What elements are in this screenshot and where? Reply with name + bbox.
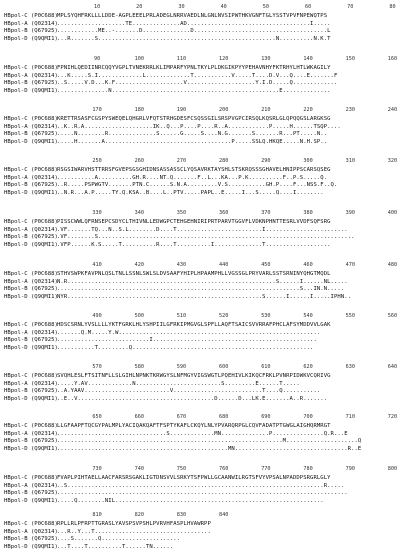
sequence-residues: .....Y.AV.............N.........................S.........E......T..... xyxy=(57,380,300,387)
position-ruler xyxy=(0,210,405,219)
sequence-row xyxy=(0,124,405,131)
sequence-label: HBpol-A (Q02314) xyxy=(4,174,58,181)
position-tick: 730 xyxy=(92,466,102,472)
position-tick: 800 xyxy=(387,466,398,472)
sequence-residues: ..S...........................................................................R..... xyxy=(57,482,345,489)
sequence-label: HBpol-C (P0C688) xyxy=(4,373,58,379)
sequence-row xyxy=(0,88,405,95)
sequence-label: HBpol-D (Q9QMI1) xyxy=(4,35,58,42)
sequence-label: HBpol-C (P0C688) xyxy=(4,423,58,429)
position-tick: 460 xyxy=(303,262,313,268)
sequence-label: HBpol-D (Q9QMI1) xyxy=(4,344,58,351)
sequence-row xyxy=(0,227,405,234)
position-tick: 700 xyxy=(303,414,313,420)
position-tick: 170 xyxy=(92,107,102,113)
sequence-label: HBpol-A (Q02314) xyxy=(4,72,58,79)
sequence-residues: SVQHLESLFTSITNFLLSLGIHLNPNKTKRWGYSLNFMGYVIGSWGTLPQEHIVLKIKQCFRKLPVNRPIDWKVCQRIVG xyxy=(57,373,331,379)
position-tick: 490 xyxy=(92,313,102,319)
sequence-residues: ..................................................................................... xyxy=(57,490,348,497)
sequence-residues: .VF.......TQ...N..S.L........D....T.........................I........................ xyxy=(57,226,348,233)
sequence-label: HBpol-D (Q9QMI1) xyxy=(4,138,58,145)
sequence-row xyxy=(0,498,405,505)
alignment-block xyxy=(0,512,405,556)
sequence-residues: ..................................................................M.....................Q xyxy=(57,438,362,445)
sequence-row xyxy=(0,423,405,430)
sequence-row xyxy=(0,286,405,293)
position-tick: 190 xyxy=(176,107,187,113)
position-tick: 520 xyxy=(219,313,229,319)
sequence-label: HBpol-A (Q02314) xyxy=(4,123,58,130)
position-tick: 570 xyxy=(92,364,102,370)
position-ruler xyxy=(0,512,405,521)
sequence-residues: .......................................................................S...IN.N..... xyxy=(57,286,345,293)
sequence-row xyxy=(0,345,405,352)
sequence-residues: ...R..Y...T.................................. xyxy=(57,528,211,535)
sequence-row xyxy=(0,521,405,528)
sequence-residues: ..N.R...A.P.....TY.Q.KSA..B....L..PTV.....PAPL..E.....I...S.....Q....I........ xyxy=(57,189,324,196)
sequence-residues: PISSCWWLQFRNSEPCSDYCLTHIVNLLEDWGPCTEHGEHNIRIPRTPARVTGGVFLVDKNPHNTTESRLVVDFSQFSRG xyxy=(57,219,331,225)
sequence-label: HBpol-C (P0C688) xyxy=(4,521,58,527)
sequence-residues: MPLSYQHFRKLLLLDDE-AGPLEEELPRLADEGLNRRVAEDLNLGNLNVSIPWTHKVGNFTGLYSSTVPVFNPEWQTPS xyxy=(57,13,328,19)
alignment-block xyxy=(0,262,405,306)
sequence-label: HBpol-D (Q9QMI1) xyxy=(4,293,58,300)
position-ruler xyxy=(0,262,405,271)
position-tick: 610 xyxy=(261,364,271,370)
sequence-row xyxy=(0,322,405,329)
sequence-residues: STHVSWPKFAVPNLQSLTNLLSSNLSWLSLDVSAAFYHIPLHPAAMPHLLVGSSGLPRYVARLSSTSRNINYQHGTMQDL xyxy=(57,271,331,277)
sequence-label: HBpol-D (Q9QMI1) xyxy=(4,445,58,452)
position-ruler xyxy=(0,414,405,423)
position-tick: 530 xyxy=(261,313,271,319)
sequence-row xyxy=(0,175,405,182)
sequence-row xyxy=(0,242,405,249)
position-ruler xyxy=(0,158,405,167)
position-tick: 770 xyxy=(261,466,271,472)
sequence-label: HBpol-C (P0C688) xyxy=(4,219,58,225)
position-tick: 10 xyxy=(93,4,101,10)
position-tick: 100 xyxy=(134,56,144,62)
sequence-row xyxy=(0,536,405,543)
sequence-residues: RSGSIWARVHSTTRRSFGVEPSGSGHIDNSASSASSCLYQSAVRKTAYSHLSTSKRQSSSGHAVELHNIPPSCARSQSEG xyxy=(57,167,331,173)
sequence-label: HBpol-D (Q9QMI1) xyxy=(4,189,58,196)
position-tick: 140 xyxy=(303,56,313,62)
sequence-residues: ...........A..........GH.R....NT.Q.......F..L...KA...P.K..........F..P.S.....Q. xyxy=(57,174,328,181)
sequence-row xyxy=(0,337,405,344)
position-tick: 150 xyxy=(345,56,355,62)
position-tick: 580 xyxy=(134,364,144,370)
sequence-label: HBpol-D (Q9QMI1) xyxy=(4,543,58,550)
sequence-residues: ....S.......Q....................... xyxy=(57,536,181,543)
sequence-label: HBpol-D (Q9QMI1) xyxy=(4,395,58,402)
position-tick: 790 xyxy=(345,466,355,472)
alignment-block xyxy=(0,466,405,510)
sequence-row xyxy=(0,279,405,286)
sequence-label: HBpol-A (Q02314) xyxy=(4,482,58,489)
position-tick: 80 xyxy=(389,4,396,10)
sequence-residues: LLGFAAPFTQCGYPALMPLYACIQAKQAFTFSPTYKAFLCKQYLNLYPVARQRPGLCQVFADATPTGWGLAIGHQRMRGT xyxy=(57,423,331,429)
sequence-row xyxy=(0,529,405,536)
position-tick: 500 xyxy=(134,313,144,319)
alignment-block xyxy=(0,313,405,357)
sequence-label: HBpol-B (Q67925) xyxy=(4,80,58,87)
sequence-row xyxy=(0,80,405,87)
sequence-residues: .....H.......A.....................................P.....SSLQ.HKQE.....N.H.SP.. xyxy=(57,138,328,145)
position-tick: 290 xyxy=(261,158,271,164)
sequence-residues: .VFP......K.S.....T..........R....T..........I..............T................... xyxy=(57,241,331,248)
position-tick: 370 xyxy=(261,210,271,216)
position-tick: 630 xyxy=(345,364,355,370)
sequence-row xyxy=(0,190,405,197)
sequence-row xyxy=(0,73,405,80)
position-ruler xyxy=(0,107,405,116)
sequence-label: HBpol-D (Q9QMI1) xyxy=(4,497,58,504)
position-tick: 480 xyxy=(387,262,398,268)
position-tick: 180 xyxy=(134,107,144,113)
position-tick: 260 xyxy=(134,158,144,164)
position-tick: 470 xyxy=(345,262,355,268)
sequence-residues: ..K..R.A....................IK..Q...P....P....R..A............P.....H......TSQP.... xyxy=(57,123,341,130)
sequence-label: HBpol-A (Q02314) xyxy=(4,329,58,336)
sequence-label: HBpol-B (Q67925) xyxy=(4,28,58,35)
sequence-residues: .VF........S........................................................................... xyxy=(57,234,355,241)
position-tick: 160 xyxy=(387,56,398,62)
alignment-block xyxy=(0,414,405,458)
alignment-block xyxy=(0,364,405,408)
sequence-label: HBpol-C (P0C688) xyxy=(4,271,58,277)
position-tick: 420 xyxy=(134,262,144,268)
sequence-residues: ...K.....S.I.............L.............T...........V.....T....D.V...Q....E.......F xyxy=(57,72,338,79)
sequence-row xyxy=(0,167,405,174)
sequence-residues: ....................TE..............AD....................................I..... xyxy=(57,20,331,27)
position-tick: 350 xyxy=(176,210,187,216)
position-tick: 120 xyxy=(219,56,229,62)
alignment-block xyxy=(0,56,405,100)
sequence-label: HBpol-A (Q02314) xyxy=(4,430,58,437)
sequence-row xyxy=(0,131,405,138)
sequence-row xyxy=(0,396,405,403)
position-tick: 410 xyxy=(92,262,102,268)
sequence-row xyxy=(0,234,405,241)
sequence-row xyxy=(0,438,405,445)
sequence-label: HBpol-C (P0C688) xyxy=(4,475,58,481)
sequence-label: HBpol-B (Q67925) xyxy=(4,234,58,241)
position-tick: 90 xyxy=(93,56,101,62)
position-tick: 330 xyxy=(92,210,102,216)
sequence-label: HBpol-B (Q67925) xyxy=(4,286,58,293)
position-tick: 320 xyxy=(387,158,398,164)
position-tick: 590 xyxy=(176,364,187,370)
sequence-row xyxy=(0,21,405,28)
sequence-residues: ...R.......S....................................................N..........N.K.T xyxy=(57,35,331,42)
position-tick: 220 xyxy=(303,107,313,113)
sequence-residues: ..R.....PSPWGTV.......PTN.C......S.N.A.........V.S...........GH.P....F...NSS.F..Q. xyxy=(57,182,338,189)
sequence-row xyxy=(0,388,405,395)
sequence-residues: KRETTRSASFCGSPYSWEQELQHGRLVFQTSTRHGDESFCSQSSGILSRSPVGPCIRSQLKQSRLGLQPQQGSLARGKSG xyxy=(57,116,331,122)
sequence-label: HBpol-B (Q67925) xyxy=(4,182,58,189)
sequence-residues: ...............N.................................................E.............. xyxy=(57,87,331,94)
position-tick: 670 xyxy=(176,414,187,420)
position-tick: 360 xyxy=(219,210,229,216)
sequence-row xyxy=(0,431,405,438)
sequence-row xyxy=(0,446,405,453)
sequence-residues: ...T....T..........T......TN...... xyxy=(57,543,174,550)
position-tick: 280 xyxy=(219,158,229,164)
position-tick: 430 xyxy=(176,262,187,268)
position-tick: 380 xyxy=(303,210,313,216)
sequence-label: HBpol-B (Q67925) xyxy=(4,490,58,497)
sequence-label: HBpol-A (Q02314) xyxy=(4,278,58,285)
position-tick: 250 xyxy=(92,158,102,164)
sequence-residues: ..E..V........................................D......D...LK.E.......A..R....... xyxy=(57,395,328,402)
position-tick: 840 xyxy=(219,512,229,518)
sequence-row xyxy=(0,65,405,72)
sequence-row xyxy=(0,381,405,388)
position-tick: 340 xyxy=(134,210,144,216)
position-tick: 300 xyxy=(303,158,313,164)
sequence-row xyxy=(0,116,405,123)
position-tick: 310 xyxy=(345,158,355,164)
alignment-block xyxy=(0,107,405,151)
sequence-label: HBpol-B (Q67925) xyxy=(4,388,58,395)
position-tick: 50 xyxy=(262,4,269,10)
position-tick: 600 xyxy=(219,364,229,370)
sequence-label: HBpol-B (Q67925) xyxy=(4,337,58,344)
sequence-label: HBpol-C (P0C688) xyxy=(4,322,58,328)
position-tick: 400 xyxy=(387,210,398,216)
position-tick: 550 xyxy=(345,313,355,319)
sequence-label: HBpol-A (Q02314) xyxy=(4,380,58,387)
sequence-residues: FPNIHLQEDIINRCQQYVGPLTVNEKRRLKLIMPARFYPNLTKYLPLDKGIKPYYPEHAVNHYFKTRHYLHTLWKAGILY xyxy=(57,65,331,71)
position-tick: 450 xyxy=(261,262,271,268)
sequence-residues: NYR.........................................................S......I......I.....IPHN.. xyxy=(57,293,352,300)
sequence-row xyxy=(0,36,405,43)
position-tick: 130 xyxy=(261,56,271,62)
position-tick: 560 xyxy=(387,313,398,319)
sequence-row xyxy=(0,182,405,189)
sequence-row xyxy=(0,475,405,482)
sequence-row xyxy=(0,483,405,490)
sequence-row xyxy=(0,28,405,35)
sequence-label: HBpol-B (Q67925) xyxy=(4,131,58,138)
sequence-row xyxy=(0,219,405,226)
position-tick: 210 xyxy=(261,107,271,113)
position-tick: 110 xyxy=(176,56,187,62)
alignment-block xyxy=(0,210,405,254)
sequence-row xyxy=(0,373,405,380)
sequence-residues: ..S.....V.D...K.F....................V....................Y.I.D.....Q............. xyxy=(57,80,338,87)
alignment-block xyxy=(0,158,405,202)
position-tick: 780 xyxy=(303,466,313,472)
sequence-residues: ...........T.........Q..................................................... xyxy=(57,344,314,351)
position-tick: 810 xyxy=(92,512,102,518)
sequence-residues: ..A.YAAV.........................V..........................T....Q........... xyxy=(57,388,321,395)
position-tick: 70 xyxy=(347,4,354,10)
sequence-label: HBpol-C (P0C688) xyxy=(4,13,58,19)
position-tick: 200 xyxy=(219,107,229,113)
alignment-block xyxy=(0,4,405,48)
sequence-row xyxy=(0,330,405,337)
position-tick: 650 xyxy=(92,414,102,420)
sequence-row xyxy=(0,294,405,301)
position-tick: 40 xyxy=(220,4,227,10)
sequence-residues: ..................................................MN.................................R..E xyxy=(57,445,362,452)
sequence-residues: ............ME..-.......D..............D.......................................L xyxy=(57,28,331,35)
position-tick: 680 xyxy=(219,414,229,420)
position-tick: 240 xyxy=(387,107,398,113)
position-ruler xyxy=(0,466,405,475)
position-tick: 740 xyxy=(134,466,144,472)
position-tick: 20 xyxy=(136,4,143,10)
sequence-label: HBpol-B (Q67925) xyxy=(4,438,58,445)
position-ruler xyxy=(0,313,405,322)
sequence-label: HBpol-A (Q02314) xyxy=(4,226,58,233)
position-tick: 540 xyxy=(303,313,313,319)
position-tick: 750 xyxy=(176,466,187,472)
position-tick: 30 xyxy=(178,4,185,10)
position-tick: 620 xyxy=(303,364,313,370)
sequence-residues: .....N........R..............S......G.....S....N.G.......S.......R...PT.....N.. xyxy=(57,131,328,138)
sequence-label: HBpol-B (Q67925) xyxy=(4,536,58,543)
sequence-residues: FVAPLPIHTAELLAACFARSRSGAKLIGTDNSVVLSRKYTSFPWLLGCAANWILRGTSFVYVPSALNPADDPSRGRLGLY xyxy=(57,475,331,481)
position-ruler xyxy=(0,4,405,13)
position-tick: 390 xyxy=(345,210,355,216)
sequence-label: HBpol-A (Q02314) xyxy=(4,528,58,535)
sequence-label: HBpol-D (Q9QMI1) xyxy=(4,87,58,94)
sequence-residues: .....Q........NIL............................................................. xyxy=(57,497,324,504)
sequence-row xyxy=(0,490,405,497)
position-tick: 440 xyxy=(219,262,229,268)
sequence-residues: N.R.............................................................S......I......NL..... xyxy=(57,278,348,285)
sequence-residues: .......Q.M.....Y.W........................................................... xyxy=(57,329,321,336)
sequence-residues: HDSCSRNLYVSLLLLYKTFGRKLHLYSHPIILGFRKIPMGVGLSPFLLAQFTSAICSVVRRAFPHCLAFSYMDDVVLGAK xyxy=(57,322,331,328)
position-tick: 660 xyxy=(134,414,144,420)
position-tick: 760 xyxy=(219,466,229,472)
sequence-label: HBpol-C (P0C688) xyxy=(4,116,58,122)
position-ruler xyxy=(0,56,405,65)
position-tick: 60 xyxy=(304,4,312,10)
position-tick: 270 xyxy=(176,158,187,164)
sequence-label: HBpol-D (Q9QMI1) xyxy=(4,241,58,248)
sequence-label: HBpol-C (P0C688) xyxy=(4,167,58,173)
sequence-row xyxy=(0,13,405,20)
sequence-row xyxy=(0,139,405,146)
sequence-label: HBpol-C (P0C688) xyxy=(4,65,58,71)
position-tick: 710 xyxy=(345,414,355,420)
position-tick: 830 xyxy=(176,512,187,518)
position-tick: 820 xyxy=(134,512,144,518)
sequence-residues: ...........................I................................................ xyxy=(57,337,317,344)
position-tick: 690 xyxy=(261,414,271,420)
position-tick: 720 xyxy=(387,414,398,420)
position-tick: 640 xyxy=(387,364,398,370)
sequence-row xyxy=(0,271,405,278)
position-tick: 510 xyxy=(176,313,187,319)
position-tick: 230 xyxy=(345,107,355,113)
position-ruler xyxy=(0,364,405,373)
sequence-label: HBpol-A (Q02314) xyxy=(4,20,58,27)
sequence-residues: ................................S.............MN..............P...............Q.R...E xyxy=(57,430,348,437)
sequence-residues: RPLLRLPFRPTTGRASLYAVSPSVPSHLPVRVHFASPLHVAWRPP xyxy=(57,521,211,527)
